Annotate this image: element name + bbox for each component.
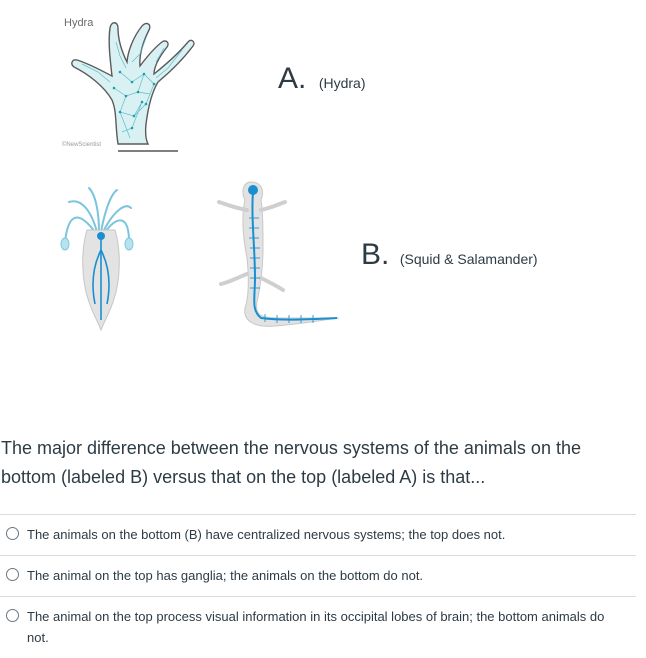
label-a-letter: A. xyxy=(278,62,307,95)
label-b-letter: B. xyxy=(361,238,390,271)
radio-button[interactable] xyxy=(6,568,19,581)
label-a xyxy=(278,62,365,96)
label-b-caption: (Squid & Salamander) xyxy=(399,251,538,267)
answer-option[interactable] xyxy=(0,596,636,658)
salamander-illustration xyxy=(205,178,345,338)
squid-illustration xyxy=(55,180,140,335)
hydra-figure-title: Hydra xyxy=(64,17,94,29)
answer-label[interactable]: The animal on the top has ganglia; the animals on the bottom do not. xyxy=(27,568,424,583)
label-a-caption: (Hydra) xyxy=(318,75,366,91)
answer-option[interactable] xyxy=(0,514,636,555)
radio-button[interactable] xyxy=(6,527,19,540)
answer-label[interactable]: The animals on the bottom (B) have centralized nervous systems; the top does not. xyxy=(27,527,506,542)
answer-list xyxy=(0,514,636,658)
answer-label[interactable]: The animal on the top process visual information in its occipital lobes of brain; the bottom animals do not. xyxy=(27,609,605,645)
answer-option[interactable] xyxy=(0,555,636,596)
question-text: The major difference between the nervous systems of the animals on the bottom (labeled B) versus that on the top (labeled A) is that... xyxy=(1,438,581,487)
image-credit: ©NewScientist xyxy=(62,142,102,148)
hydra-illustration xyxy=(60,12,200,157)
label-b xyxy=(361,238,538,272)
radio-button[interactable] xyxy=(6,609,19,622)
